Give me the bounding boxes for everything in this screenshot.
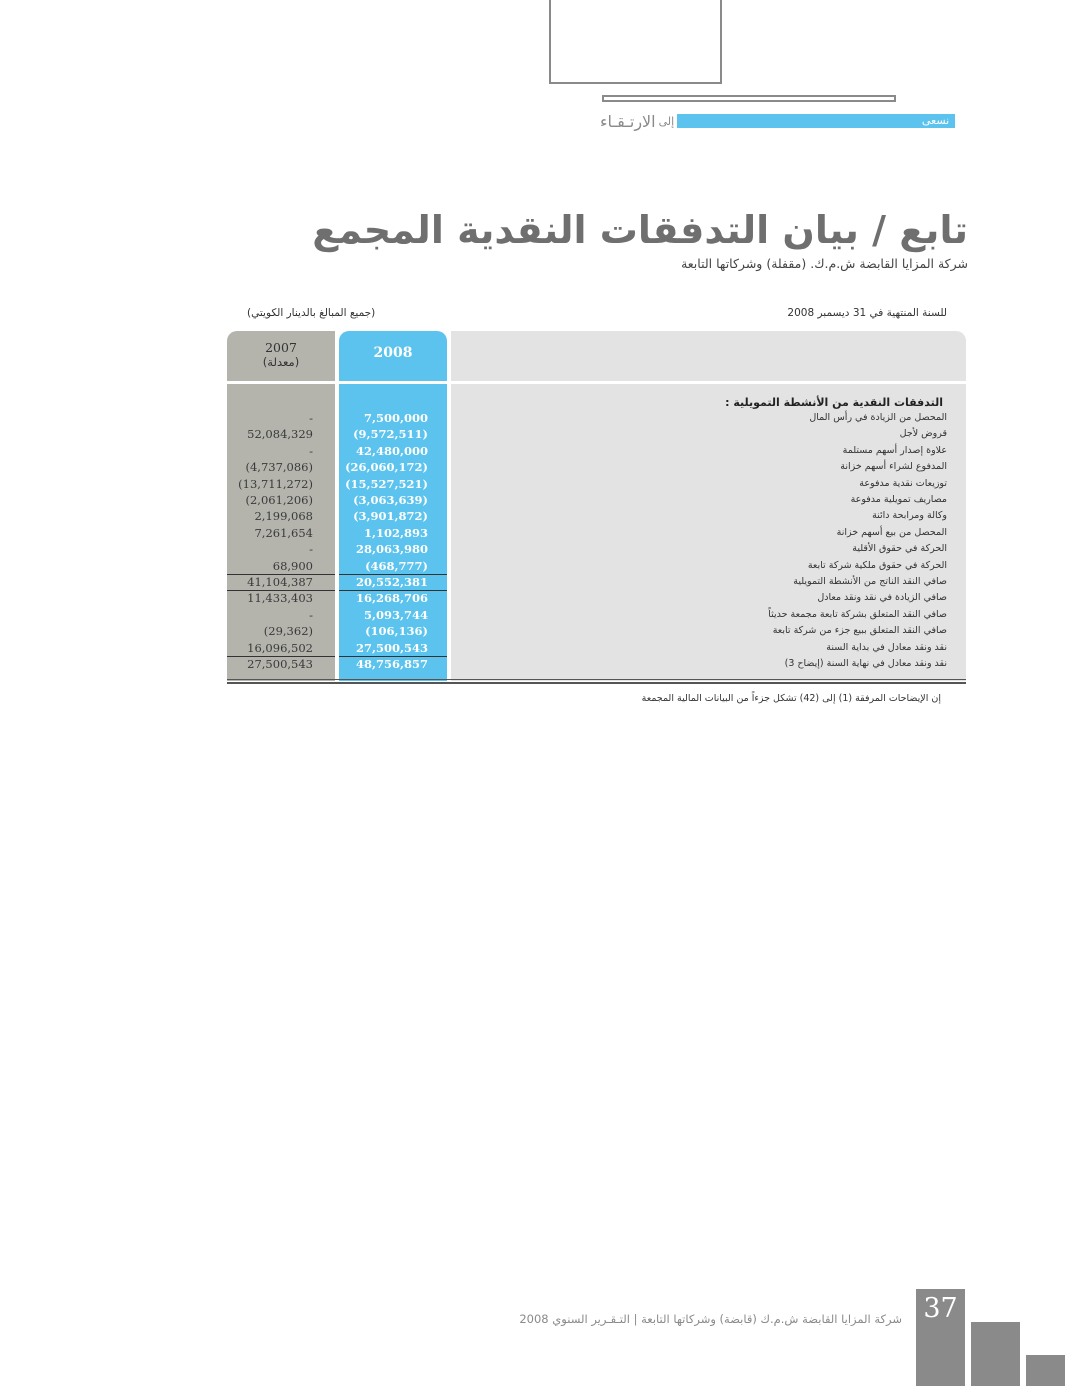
value-2008: 27,500,543 [355,640,428,655]
footer-block [971,1322,1020,1386]
table-row [227,541,947,557]
value-2007: - [309,411,313,425]
subtotal-rule [227,656,335,657]
table-bottom-rule [227,679,966,680]
value-2008: 5,093,744 [363,607,428,622]
row-label: وكالة ومرابحة دائنة [872,510,947,522]
subtotal-rule [339,656,447,657]
value-2007: 7,261,654 [254,525,313,540]
header-separator [227,381,966,384]
row-label: علاوة إصدار أسهم مستلمة [842,444,947,456]
table-row [227,426,947,442]
value-2007: (2,061,206) [245,493,313,507]
page-title: تابع / بيان التدفقات النقدية المجمع [312,208,968,252]
value-2007: 11,433,403 [247,591,313,606]
tagline-connector: إلى [658,114,675,128]
table-row [227,443,947,459]
table-row [227,525,947,541]
value-2008: 48,756,857 [355,657,428,671]
row-label: المحصل من بيع أسهم خزانة [836,526,947,538]
value-2007: 68,900 [272,558,313,573]
value-2007: 27,500,543 [247,657,313,671]
value-2008: 7,500,000 [363,411,428,425]
subtotal-rule [339,590,447,591]
restated-label: (معدلة) [262,355,300,369]
row-label: صافي النقد المتعلق ببيع جزء من شركة تابعة [772,625,947,637]
table-bottom-double-rule [227,682,966,684]
footnote: إن الإيضاحات المرفقة (1) إلى (42) تشكل جزءاً من البيانات المالية المجمعة [641,693,941,704]
value-2008: (106,136) [365,624,428,639]
value-2007: 52,084,329 [247,427,313,442]
value-2008: (26,060,172) [345,460,428,475]
value-2008: (468,777) [365,558,428,573]
table-row [227,476,947,492]
table-row [227,607,947,623]
header-rule [602,95,896,102]
value-2008: 20,552,381 [355,575,428,589]
value-2007: - [309,542,313,557]
table-row [227,623,947,639]
table-row [227,574,947,590]
table-row [227,492,947,508]
row-label: نقد ونقد معادل في نهاية السنة (إيضاح 3) [784,658,947,669]
row-label: صافي النقد المتعلق بشركة تابعة مجمعة حديثاً [768,608,947,620]
row-label: المدفوع لشراء أسهم خزانة [840,461,947,473]
subtotal-rule [227,574,335,575]
value-2008: (3,901,872) [353,509,428,524]
value-2007: - [309,607,313,622]
table-row [227,558,947,574]
value-2008: 1,102,893 [363,525,428,540]
page-number: 37 [923,1293,958,1324]
year-2007-label: 2007 [265,340,297,355]
value-2007: 16,096,502 [247,640,313,655]
value-2007: (29,362) [263,624,313,639]
row-label: الحركة في حقوق الأقلية [852,543,947,555]
row-label: الحركة في حقوق ملكية شركة تابعة [807,559,947,571]
row-label: قروض لأجل [899,428,947,440]
row-label: مصاريف تمويلية مدفوعة [850,494,947,505]
currency-note: (جميع المبالغ بالدينار الكويتي) [247,307,376,319]
table-row [227,640,947,656]
value-2008: 16,268,706 [355,591,428,606]
column-header-2008: 2008 [373,345,413,361]
subtotal-rule [227,590,335,591]
table-row [227,590,947,606]
row-label: نقد ونقد معادل في بداية السنة [826,641,947,653]
row-label: صافي الزيادة في نقد ونقد معادل [817,592,947,604]
value-2008: 28,063,980 [355,542,428,557]
value-2007: - [309,443,313,458]
value-2008: (3,063,639) [353,493,428,507]
footer-block [1026,1355,1065,1386]
value-2008: (15,527,521) [345,476,428,491]
value-2007: (4,737,086) [245,460,313,475]
header-frame-box [549,0,722,84]
value-2008: (9,572,511) [353,427,428,442]
tagline-highlight: نسعى [677,114,955,128]
value-2007: 2,199,068 [254,509,313,524]
table-row [227,656,947,672]
value-2008: 42,480,000 [355,443,428,458]
column-header-2007 [227,341,335,369]
section-heading: التدفقات النقدية من الأنشطة التمويلية : [725,396,943,409]
company-subtitle: شركة المزايا القابضة ش.م.ك. (مقفلة) وشركاتها التابعة [681,256,968,271]
row-label: توزيعات نقدية مدفوعة [859,477,947,489]
value-2007: (13,711,272) [238,476,313,491]
row-label: المحصل من الزيادة في رأس المال [809,412,947,423]
table-row [227,410,947,426]
tagline [600,112,955,130]
row-label: صافي النقد الناتج من الأنشطة التمويلية [793,576,947,587]
subtotal-rule [339,574,447,575]
table-row [227,508,947,524]
value-2007: 41,104,387 [247,575,313,589]
period-label: للسنة المنتهية في 31 ديسمبر 2008 [787,307,947,319]
table-row [227,459,947,475]
footer-text: شركة المزايا القابضة ش.م.ك (قابضة) وشركاتها التابعة | التـقـرير السنوي 2008 [519,1312,902,1326]
tagline-main: الارتـقـاء [600,111,656,131]
